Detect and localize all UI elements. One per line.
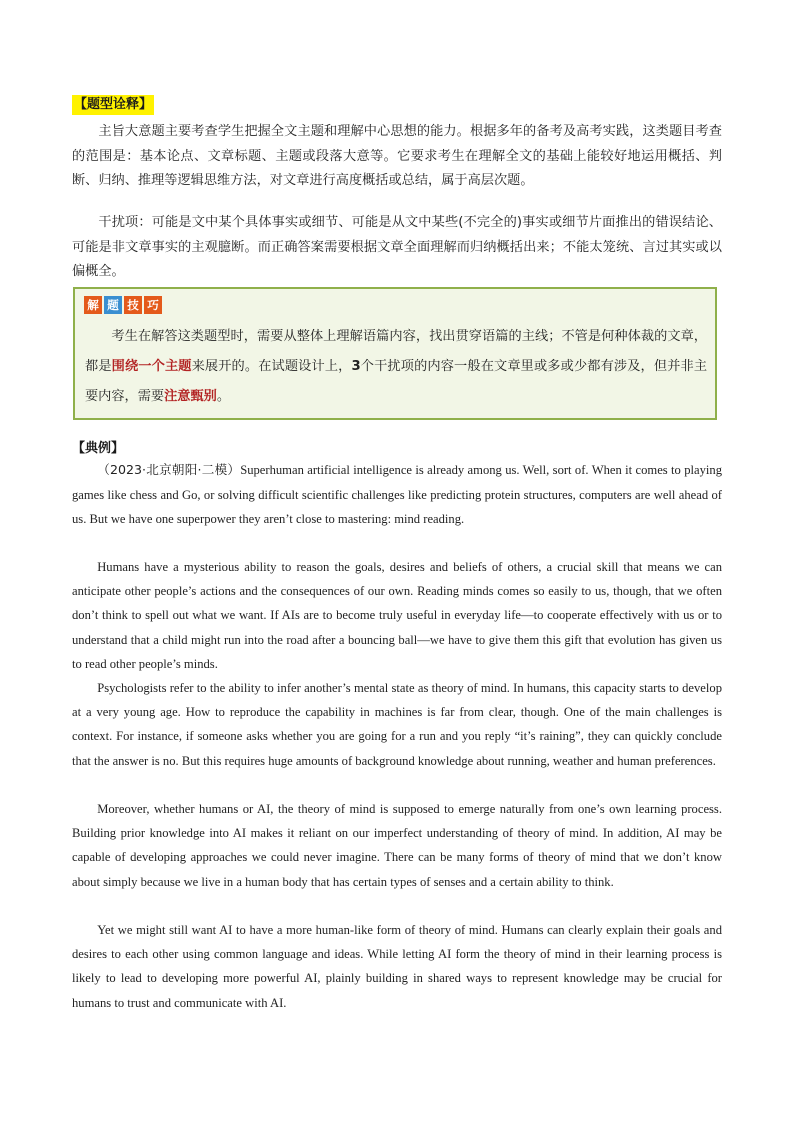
example-paragraph-1	[72, 458, 722, 531]
tips-text-part: 个干扰项的内容一般在文章里或多或少都有涉及，但并非主要内容，需要	[85, 359, 708, 404]
tips-number: 3	[351, 359, 361, 374]
example-paragraph-3: Psychologists refer to the ability to infer another’s mental state as theory of mind. In humans, this capacity starts to develop at a very young age. How to reproduce the capability in machines is far from clear, though. One of the main challenges is context. For instance, if someone asks whether you are going for a run and you reply “it’s raining”, they can quickly conclude that the answer is no. But this requires huge amounts of background knowledge about running, weather and human preferences.	[72, 681, 722, 768]
tips-text-part: 考生在解答这类题型时，需要从整体上理解语篇内容，找出贯穿语篇的主线；不管是何种体裁的文章，都是	[85, 329, 707, 374]
tips-text-part: 。	[216, 389, 231, 404]
example-label: 【典例】	[72, 441, 125, 456]
tips-badge-2: 题	[104, 296, 122, 314]
tips-box	[73, 287, 717, 420]
tips-highlight-caution: 注意甄别	[164, 389, 217, 404]
example-paragraph-5: Yet we might still want AI to have a more human-like form of theory of mind. Humans can clearly explain their goals and desires to each other using common language and ideas. While letting AI form the theory of mind in their learning process is likely to lead to developing more powerful AI, plainly building in shared ways to represent knowledge may be crucial for humans to trust and communicate with AI.	[72, 923, 722, 1010]
example-paragraph-4: Moreover, whether humans or AI, the theory of mind is supposed to emerge naturally from one’s own learning process. Building prior knowledge into AI makes it reliant on our imperfect understanding of theory of mind. In addition, AI may be capable of developing approaches we could never imagine. There can be many forms of theory of mind that we don’t know about simply because we live in a human body that has certain types of senses and a certain ability to think.	[72, 802, 722, 889]
example-paragraph-2: Humans have a mysterious ability to reason the goals, desires and beliefs of others, a crucial skill that means we can anticipate other people’s actions and the consequences of our own. Reading minds comes so easily to us, though, that we often don’t think to spell out what we want. If AIs are to become truly useful in everyday life—to cooperate effectively with us or to understand that a child might run into the road after a bouncing ball—we have to give them this gift that evolution has given us to read other people’s minds.	[72, 560, 722, 671]
tips-text-part: 来展开的。在试题设计上，	[191, 359, 352, 374]
intro-paragraph: 主旨大意题主要考查学生把握全文主题和理解中心思想的能力。根据多年的备考及高考实践，这类题目考查的范围是：基本论点、文章标题、主题或段落大意等。它要求考生在理解全文的基础上能较好地运用概括、判断、归纳、推理等逻辑思维方法，对文章进行高度概括或总结，属于高层次题。	[72, 124, 722, 188]
example-source: （2023·北京朝阳·二模）	[97, 462, 241, 477]
distractor-paragraph: 干扰项：可能是文中某个具体事实或细节、可能是从文中某些(不完全的)事实或细节片面推出的错误结论、可能是非文章事实的主观臆断。而正确答案需要根据文章全面理解而归纳概括出来；不能太笼统、言过其实或以偏概全。	[72, 215, 722, 279]
tips-highlight-theme: 围绕一个主题	[111, 359, 192, 374]
tips-badge-4: 巧	[144, 296, 162, 314]
tips-badges	[84, 296, 162, 314]
tips-text	[85, 322, 707, 412]
tips-badge-3: 技	[124, 296, 142, 314]
tips-badge-1: 解	[84, 296, 102, 314]
example-paragraph-1-text: Superhuman artificial intelligence is already among us. Well, sort of. When it comes to playing games like chess and Go, or solving difficult scientific challenges like predicting protein structures, computers are well ahead of us. But we have one superpower they aren’t close to mastering: mind reading.	[72, 463, 722, 526]
section-tag-question-type: 【题型诠释】	[72, 95, 154, 115]
